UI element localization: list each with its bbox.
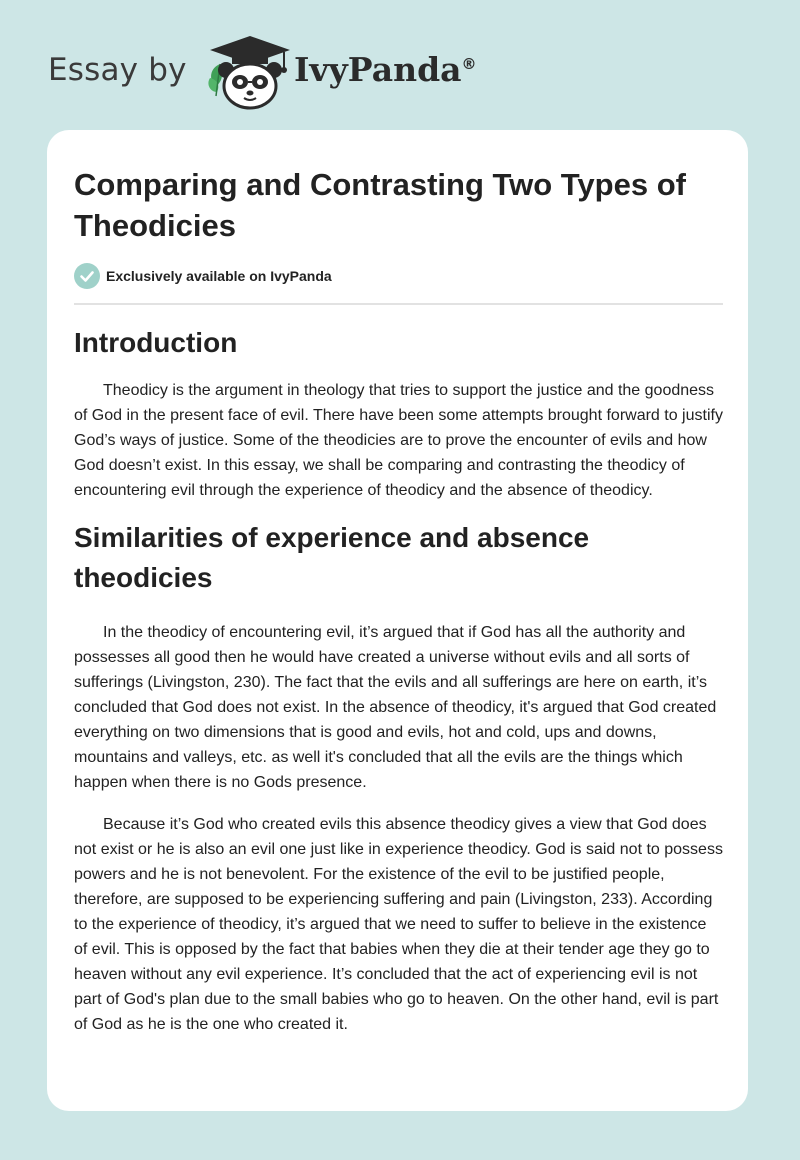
- title-divider: [74, 303, 723, 305]
- paragraph-similarities-1: In the theodicy of encountering evil, it’s argued that if God has all the authority and possesses all good then he would have created a universe without evils and all sorts of sufferings (Livingston, 230). The fact that the evils and all sufferings are here on earth, it’s concluded that God does not exist. In the absence of theodicy, it's argued that God created everything on two dimensions that is good and evils, hot and cold, ups and downs, mountains and valleys, etc. as well it's concluded that all the evils are the things which happen when there is no Gods presence.: [74, 624, 717, 791]
- brand-name: IvyPanda®: [294, 50, 477, 89]
- essay-title: Comparing and Contrasting Two Types of Theodicies: [74, 167, 686, 243]
- paragraph-intro: Theodicy is the argument in theology that tries to support the justice and the goodness of God in the present face of evil. There have been some attempts brought forward to justify God’s ways of justice. Some of the theodicies are to prove the encounter of evils and how God doesn’t exist. In this essay, we shall be comparing and contrasting the theodicy of encountering evil through the experience of theodicy and the absence of theodicy.: [74, 382, 723, 499]
- essay-body: [74, 322, 723, 1037]
- paragraph-similarities-2: Because it’s God who created evils this absence theodicy gives a view that God does not exist or he is also an evil one just like in experience theodicy. God is said not to possess powers and he is not benevolent. For the existence of the evil to be justified people, therefore, are supposed to be experiencing suffering and pain (Livingston, 233). According to the experience of theodicy, it’s argued that we need to suffer to believe in the existence of evil. This is opposed by the fact that babies when they die at their tender age they go to heaven without any evil experience. It’s concluded that the act of experiencing evil is not part of God's plan due to the small babies who go to heaven. On the other hand, evil is part of God as he is the one who created it.: [74, 816, 723, 1033]
- exclusive-badge: [74, 263, 332, 289]
- section-heading-introduction: Introduction: [74, 327, 238, 358]
- brand-prefix: Essay by: [48, 52, 187, 88]
- exclusive-badge-label: Exclusively available on IvyPanda: [106, 268, 332, 284]
- checkmark-badge-icon: [74, 263, 100, 289]
- brand-header[interactable]: [48, 34, 488, 110]
- essay-card: [47, 130, 748, 1111]
- section-heading-similarities: Similarities of experience and absence theodicies: [74, 522, 590, 593]
- panda-logo-icon: [202, 34, 298, 110]
